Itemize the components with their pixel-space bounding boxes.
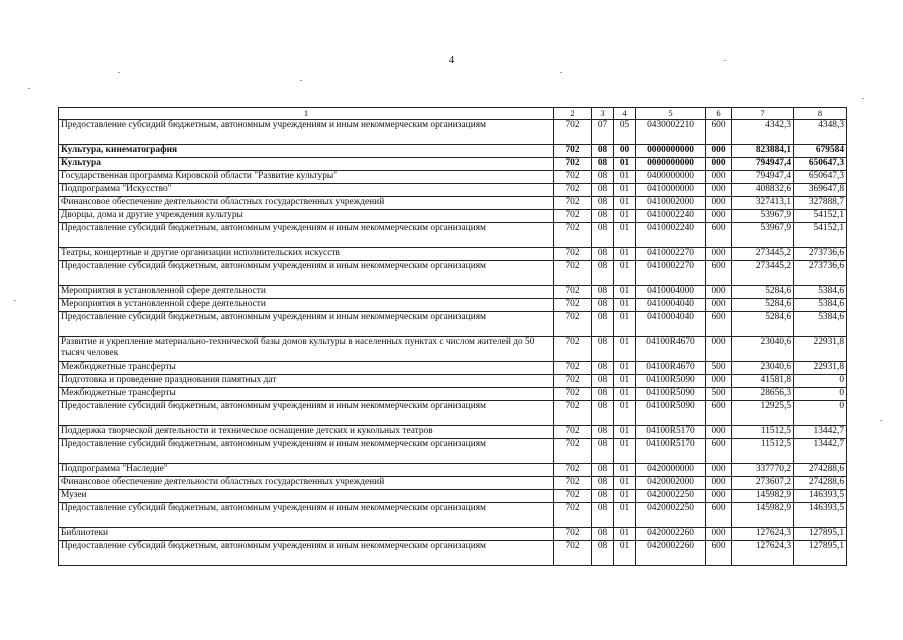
row-subsection-cell: 01 — [614, 248, 636, 261]
row-expense-type-cell: 000 — [706, 528, 732, 541]
row-ministry-code-cell: 702 — [554, 299, 592, 312]
table-row — [59, 171, 847, 184]
row-expense-type-cell: 000 — [706, 184, 732, 197]
row-target-code-cell: 0410004000 — [636, 286, 706, 299]
table-row — [59, 223, 847, 248]
row-subsection-cell: 01 — [614, 337, 636, 362]
scan-speck — [118, 72, 120, 73]
row-expense-type-cell: 000 — [706, 375, 732, 388]
row-name-cell: Театры, концертные и другие организации исполнительских искусств — [59, 248, 554, 261]
row-target-code-cell: 0410004040 — [636, 299, 706, 312]
row-ministry-code-cell: 702 — [554, 503, 592, 528]
row-amount-year2-cell: 13442,7 — [794, 439, 847, 464]
row-subsection-cell: 01 — [614, 439, 636, 464]
row-ministry-code-cell: 702 — [554, 120, 592, 145]
row-section-cell: 08 — [592, 490, 614, 503]
page-number: 4 — [448, 54, 455, 66]
row-name-cell: Подпрограмма "Искусство" — [59, 184, 554, 197]
row-amount-year2-cell: 22931,8 — [794, 362, 847, 375]
row-name-cell: Поддержка творческой деятельности и техническое оснащение детских и кукольных театров — [59, 426, 554, 439]
table-body — [59, 108, 847, 566]
table-row — [59, 145, 847, 158]
row-expense-type-cell: 500 — [706, 388, 732, 401]
row-target-code-cell: 0000000000 — [636, 158, 706, 171]
row-expense-type-cell: 600 — [706, 261, 732, 286]
table-row — [59, 490, 847, 503]
row-ministry-code-cell: 702 — [554, 337, 592, 362]
table-row — [59, 197, 847, 210]
row-section-cell: 08 — [592, 261, 614, 286]
table-row — [59, 477, 847, 490]
table-row — [59, 362, 847, 375]
row-amount-year1-cell: 5284,6 — [732, 286, 794, 299]
header-cell-8: 8 — [794, 108, 847, 120]
row-ministry-code-cell: 702 — [554, 490, 592, 503]
table-row — [59, 261, 847, 286]
row-subsection-cell: 01 — [614, 158, 636, 171]
row-subsection-cell: 01 — [614, 375, 636, 388]
table-row — [59, 541, 847, 566]
row-ministry-code-cell: 702 — [554, 439, 592, 464]
row-target-code-cell: 0420002260 — [636, 541, 706, 566]
row-section-cell: 08 — [592, 223, 614, 248]
scan-speck — [300, 80, 302, 81]
row-subsection-cell: 01 — [614, 184, 636, 197]
row-target-code-cell: 0420002250 — [636, 490, 706, 503]
row-section-cell: 08 — [592, 184, 614, 197]
row-amount-year1-cell: 408832,6 — [732, 184, 794, 197]
row-amount-year2-cell: 5384,6 — [794, 312, 847, 337]
scan-speck — [28, 88, 30, 89]
row-expense-type-cell: 600 — [706, 439, 732, 464]
row-subsection-cell: 05 — [614, 120, 636, 145]
row-amount-year2-cell: 650647,3 — [794, 171, 847, 184]
header-cell-2: 2 — [554, 108, 592, 120]
row-expense-type-cell: 000 — [706, 464, 732, 477]
row-ministry-code-cell: 702 — [554, 464, 592, 477]
row-target-code-cell: 04100R5090 — [636, 375, 706, 388]
row-expense-type-cell: 000 — [706, 426, 732, 439]
row-ministry-code-cell: 702 — [554, 197, 592, 210]
row-amount-year2-cell: 369647,8 — [794, 184, 847, 197]
table-row — [59, 337, 847, 362]
header-cell-5: 5 — [636, 108, 706, 120]
row-name-cell: Предоставление субсидий бюджетным, автономным учреждениям и иным некоммерческим организациям — [59, 120, 554, 145]
row-amount-year2-cell: 273736,6 — [794, 261, 847, 286]
row-ministry-code-cell: 702 — [554, 171, 592, 184]
row-expense-type-cell: 600 — [706, 120, 732, 145]
row-name-cell: Предоставление субсидий бюджетным, автономным учреждениям и иным некоммерческим организациям — [59, 223, 554, 248]
row-expense-type-cell: 600 — [706, 503, 732, 528]
row-amount-year2-cell: 650647,3 — [794, 158, 847, 171]
row-target-code-cell: 0000000000 — [636, 145, 706, 158]
row-ministry-code-cell: 702 — [554, 388, 592, 401]
table-row — [59, 426, 847, 439]
row-ministry-code-cell: 702 — [554, 261, 592, 286]
header-cell-1: 1 — [59, 108, 554, 120]
row-ministry-code-cell: 702 — [554, 223, 592, 248]
row-target-code-cell: 0420002260 — [636, 528, 706, 541]
row-name-cell: Государственная программа Кировской области "Развитие культуры" — [59, 171, 554, 184]
row-name-cell: Предоставление субсидий бюджетным, автономным учреждениям и иным некоммерческим организациям — [59, 401, 554, 426]
row-name-cell: Развитие и укрепление материально-технической базы домов культуры в населенных пунктах с числом жителей до 50 тысяч человек — [59, 337, 554, 362]
row-amount-year2-cell: 5384,6 — [794, 286, 847, 299]
row-subsection-cell: 01 — [614, 197, 636, 210]
row-ministry-code-cell: 702 — [554, 184, 592, 197]
table-row — [59, 401, 847, 426]
row-subsection-cell: 01 — [614, 541, 636, 566]
row-section-cell: 08 — [592, 299, 614, 312]
scan-speck — [560, 72, 562, 73]
row-ministry-code-cell: 702 — [554, 210, 592, 223]
budget-table — [58, 107, 847, 566]
table-row — [59, 388, 847, 401]
row-section-cell: 07 — [592, 120, 614, 145]
row-section-cell: 08 — [592, 362, 614, 375]
row-ministry-code-cell: 702 — [554, 528, 592, 541]
row-name-cell: Музеи — [59, 490, 554, 503]
row-section-cell: 08 — [592, 248, 614, 261]
row-expense-type-cell: 600 — [706, 223, 732, 248]
row-name-cell: Культура — [59, 158, 554, 171]
row-name-cell: Подпрограмма "Наследие" — [59, 464, 554, 477]
row-amount-year1-cell: 28656,3 — [732, 388, 794, 401]
row-name-cell: Финансовое обеспечение деятельности областных государственных учреждений — [59, 197, 554, 210]
row-expense-type-cell: 600 — [706, 312, 732, 337]
row-amount-year1-cell: 23040,6 — [732, 337, 794, 362]
table-row — [59, 375, 847, 388]
row-target-code-cell: 0410002000 — [636, 197, 706, 210]
row-ministry-code-cell: 702 — [554, 362, 592, 375]
row-amount-year1-cell: 127624,3 — [732, 528, 794, 541]
row-target-code-cell: 0420002000 — [636, 477, 706, 490]
row-amount-year1-cell: 273607,2 — [732, 477, 794, 490]
table-row — [59, 528, 847, 541]
row-amount-year2-cell: 54152,1 — [794, 210, 847, 223]
row-amount-year2-cell: 127895,1 — [794, 528, 847, 541]
row-section-cell: 08 — [592, 401, 614, 426]
row-expense-type-cell: 000 — [706, 145, 732, 158]
row-amount-year1-cell: 41581,8 — [732, 375, 794, 388]
table-row — [59, 286, 847, 299]
header-cell-7: 7 — [732, 108, 794, 120]
row-name-cell: Культура, кинематография — [59, 145, 554, 158]
row-ministry-code-cell: 702 — [554, 145, 592, 158]
row-section-cell: 08 — [592, 464, 614, 477]
table-row — [59, 299, 847, 312]
row-section-cell: 08 — [592, 337, 614, 362]
row-target-code-cell: 0410002240 — [636, 210, 706, 223]
row-target-code-cell: 0420000000 — [636, 464, 706, 477]
row-section-cell: 08 — [592, 503, 614, 528]
row-subsection-cell: 01 — [614, 286, 636, 299]
row-name-cell: Дворцы, дома и другие учреждения культуры — [59, 210, 554, 223]
row-expense-type-cell: 600 — [706, 401, 732, 426]
table-row — [59, 120, 847, 145]
row-name-cell: Межбюджетные трансферты — [59, 362, 554, 375]
row-ministry-code-cell: 702 — [554, 286, 592, 299]
row-ministry-code-cell: 702 — [554, 477, 592, 490]
row-subsection-cell: 01 — [614, 426, 636, 439]
row-name-cell: Предоставление субсидий бюджетным, автономным учреждениям и иным некоммерческим организациям — [59, 541, 554, 566]
row-subsection-cell: 01 — [614, 312, 636, 337]
row-name-cell: Мероприятия в установленной сфере деятельности — [59, 286, 554, 299]
row-section-cell: 08 — [592, 197, 614, 210]
row-amount-year2-cell: 273736,6 — [794, 248, 847, 261]
row-amount-year2-cell: 127895,1 — [794, 541, 847, 566]
row-expense-type-cell: 000 — [706, 197, 732, 210]
row-name-cell: Предоставление субсидий бюджетным, автономным учреждениям и иным некоммерческим организациям — [59, 439, 554, 464]
row-amount-year1-cell: 11512,5 — [732, 439, 794, 464]
row-amount-year2-cell: 0 — [794, 388, 847, 401]
row-section-cell: 08 — [592, 312, 614, 337]
row-amount-year2-cell: 0 — [794, 401, 847, 426]
row-amount-year1-cell: 12925,5 — [732, 401, 794, 426]
scan-speck — [724, 60, 726, 61]
row-amount-year1-cell: 5284,6 — [732, 299, 794, 312]
table-row — [59, 464, 847, 477]
row-ministry-code-cell: 702 — [554, 426, 592, 439]
scan-speck — [880, 420, 882, 421]
row-amount-year1-cell: 145982,9 — [732, 490, 794, 503]
row-subsection-cell: 01 — [614, 503, 636, 528]
row-ministry-code-cell: 702 — [554, 158, 592, 171]
row-section-cell: 08 — [592, 477, 614, 490]
row-target-code-cell: 0410002270 — [636, 248, 706, 261]
row-ministry-code-cell: 702 — [554, 312, 592, 337]
row-amount-year1-cell: 823884,1 — [732, 145, 794, 158]
row-amount-year1-cell: 327413,1 — [732, 197, 794, 210]
row-section-cell: 08 — [592, 439, 614, 464]
row-subsection-cell: 01 — [614, 528, 636, 541]
row-section-cell: 08 — [592, 145, 614, 158]
row-subsection-cell: 01 — [614, 401, 636, 426]
row-name-cell: Финансовое обеспечение деятельности областных государственных учреждений — [59, 477, 554, 490]
row-amount-year2-cell: 327888,7 — [794, 197, 847, 210]
row-subsection-cell: 01 — [614, 464, 636, 477]
row-amount-year1-cell: 794947,4 — [732, 171, 794, 184]
row-section-cell: 08 — [592, 388, 614, 401]
row-section-cell: 08 — [592, 375, 614, 388]
row-amount-year2-cell: 679584 — [794, 145, 847, 158]
row-expense-type-cell: 000 — [706, 337, 732, 362]
row-amount-year1-cell: 145982,9 — [732, 503, 794, 528]
row-amount-year2-cell: 146393,5 — [794, 490, 847, 503]
row-amount-year2-cell: 5384,6 — [794, 299, 847, 312]
row-name-cell: Предоставление субсидий бюджетным, автономным учреждениям и иным некоммерческим организациям — [59, 312, 554, 337]
row-target-code-cell: 04100R4670 — [636, 362, 706, 375]
scan-speck — [14, 300, 16, 301]
row-subsection-cell: 01 — [614, 388, 636, 401]
table-row — [59, 158, 847, 171]
row-name-cell: Межбюджетные трансферты — [59, 388, 554, 401]
row-expense-type-cell: 000 — [706, 210, 732, 223]
row-target-code-cell: 0400000000 — [636, 171, 706, 184]
row-target-code-cell: 0410002240 — [636, 223, 706, 248]
row-section-cell: 08 — [592, 528, 614, 541]
row-amount-year1-cell: 11512,5 — [732, 426, 794, 439]
row-subsection-cell: 01 — [614, 299, 636, 312]
row-expense-type-cell: 000 — [706, 248, 732, 261]
row-name-cell: Предоставление субсидий бюджетным, автономным учреждениям и иным некоммерческим организациям — [59, 503, 554, 528]
row-ministry-code-cell: 702 — [554, 375, 592, 388]
row-amount-year1-cell: 273445,2 — [732, 261, 794, 286]
row-target-code-cell: 04100R5090 — [636, 388, 706, 401]
row-section-cell: 08 — [592, 286, 614, 299]
row-amount-year2-cell: 146393,5 — [794, 503, 847, 528]
row-target-code-cell: 0410000000 — [636, 184, 706, 197]
row-expense-type-cell: 000 — [706, 477, 732, 490]
table-row — [59, 503, 847, 528]
row-section-cell: 08 — [592, 210, 614, 223]
row-ministry-code-cell: 702 — [554, 401, 592, 426]
row-ministry-code-cell: 702 — [554, 541, 592, 566]
row-expense-type-cell: 000 — [706, 286, 732, 299]
row-amount-year2-cell: 0 — [794, 375, 847, 388]
row-target-code-cell: 04100R5090 — [636, 401, 706, 426]
row-amount-year2-cell: 274288,6 — [794, 464, 847, 477]
table-row — [59, 210, 847, 223]
row-subsection-cell: 01 — [614, 171, 636, 184]
row-amount-year1-cell: 4342,3 — [732, 120, 794, 145]
row-section-cell: 08 — [592, 426, 614, 439]
row-subsection-cell: 00 — [614, 145, 636, 158]
row-target-code-cell: 0410002270 — [636, 261, 706, 286]
row-amount-year1-cell: 53967,9 — [732, 223, 794, 248]
row-section-cell: 08 — [592, 541, 614, 566]
row-subsection-cell: 01 — [614, 362, 636, 375]
header-cell-3: 3 — [592, 108, 614, 120]
row-subsection-cell: 01 — [614, 261, 636, 286]
row-expense-type-cell: 000 — [706, 490, 732, 503]
row-amount-year1-cell: 273445,2 — [732, 248, 794, 261]
row-target-code-cell: 04100R5170 — [636, 426, 706, 439]
scan-speck — [862, 98, 864, 99]
row-name-cell: Мероприятия в установленной сфере деятельности — [59, 299, 554, 312]
header-cell-4: 4 — [614, 108, 636, 120]
row-target-code-cell: 0410004040 — [636, 312, 706, 337]
row-target-code-cell: 04100R5170 — [636, 439, 706, 464]
row-section-cell: 08 — [592, 171, 614, 184]
row-name-cell: Библиотеки — [59, 528, 554, 541]
row-amount-year1-cell: 127624,3 — [732, 541, 794, 566]
row-expense-type-cell: 000 — [706, 299, 732, 312]
row-name-cell: Предоставление субсидий бюджетным, автономным учреждениям и иным некоммерческим организациям — [59, 261, 554, 286]
table-row — [59, 312, 847, 337]
row-expense-type-cell: 000 — [706, 171, 732, 184]
row-target-code-cell: 04100R4670 — [636, 337, 706, 362]
row-target-code-cell: 0430002210 — [636, 120, 706, 145]
header-cell-6: 6 — [706, 108, 732, 120]
row-amount-year2-cell: 54152,1 — [794, 223, 847, 248]
row-subsection-cell: 01 — [614, 210, 636, 223]
row-amount-year2-cell: 274288,6 — [794, 477, 847, 490]
row-amount-year1-cell: 337770,2 — [732, 464, 794, 477]
row-expense-type-cell: 000 — [706, 158, 732, 171]
row-ministry-code-cell: 702 — [554, 248, 592, 261]
row-name-cell: Подготовка и проведение празднования памятных дат — [59, 375, 554, 388]
table-row — [59, 184, 847, 197]
row-subsection-cell: 01 — [614, 223, 636, 248]
table-header-row — [59, 108, 847, 120]
table-row — [59, 439, 847, 464]
row-target-code-cell: 0420002250 — [636, 503, 706, 528]
row-section-cell: 08 — [592, 158, 614, 171]
table-row — [59, 248, 847, 261]
row-amount-year2-cell: 22931,8 — [794, 337, 847, 362]
row-subsection-cell: 01 — [614, 490, 636, 503]
row-amount-year2-cell: 13442,7 — [794, 426, 847, 439]
row-amount-year1-cell: 23040,6 — [732, 362, 794, 375]
row-amount-year2-cell: 4348,3 — [794, 120, 847, 145]
row-expense-type-cell: 600 — [706, 541, 732, 566]
row-expense-type-cell: 500 — [706, 362, 732, 375]
row-amount-year1-cell: 794947,4 — [732, 158, 794, 171]
row-amount-year1-cell: 5284,6 — [732, 312, 794, 337]
row-amount-year1-cell: 53967,9 — [732, 210, 794, 223]
row-subsection-cell: 01 — [614, 477, 636, 490]
